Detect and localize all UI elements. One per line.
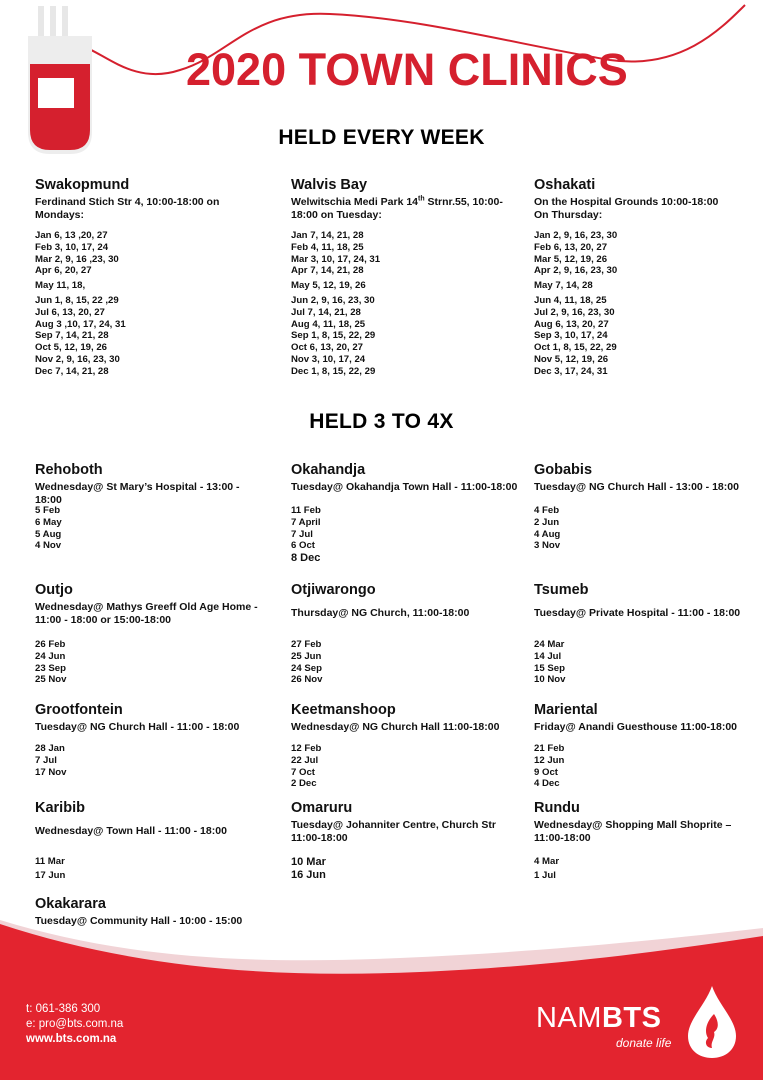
logo-tagline: donate life [616, 1036, 672, 1050]
nambts-logo [536, 992, 746, 1062]
clinic-dates [291, 743, 519, 790]
clinic-gobabis [534, 462, 762, 552]
clinic-date: Aug 3 ,10, 17, 24, 31 [35, 318, 126, 330]
clinic-date: 26 Feb [35, 639, 66, 650]
clinic-okahandja [291, 462, 519, 565]
clinic-date: Jan 6, 13 ,20, 27 [35, 230, 108, 241]
clinic-date: 14 Jul [534, 650, 562, 662]
clinic-date: 11 Feb [291, 505, 321, 516]
clinic-town: Keetmanshoop [291, 702, 396, 718]
clinic-dates [291, 856, 519, 882]
clinic-date: 2 Dec [291, 778, 317, 790]
clinic-date: Sep 3, 10, 17, 24 [534, 330, 608, 342]
clinic-detail: Wednesday@ Shopping Mall Shoprite – 11:00-18:00 [534, 819, 732, 844]
clinic-grootfontein [35, 702, 263, 778]
clinic-date: 25 Jun [291, 650, 322, 662]
clinic-dates [534, 505, 762, 552]
clinic-town: Gobabis [534, 462, 593, 478]
clinic-date: Nov 3, 10, 17, 24 [291, 353, 366, 365]
clinic-date: Mar 3, 10, 17, 24, 31 [291, 253, 381, 265]
clinic-karibib [35, 800, 263, 881]
clinic-rehoboth [35, 462, 263, 552]
logo-wordmark: NAMBTS [536, 1002, 662, 1034]
clinic-date: 2 Jun [534, 516, 560, 528]
clinic-oshakati [534, 177, 724, 377]
clinic-date: 28 Jan [35, 743, 65, 754]
clinic-town: Grootfontein [35, 702, 123, 718]
clinic-town: Swakopmund [35, 177, 130, 193]
clinic-detail: Ferdinand Stich Str 4, 10:00-18:00 on Mondays: [35, 196, 220, 221]
clinic-date: Oct 6, 13, 20, 27 [291, 342, 363, 354]
clinic-date: Jun 4, 11, 18, 25 [534, 294, 607, 306]
clinic-dates [534, 230, 762, 378]
clinic-date: Dec 7, 14, 21, 28 [35, 365, 109, 377]
clinic-date: 12 Feb [291, 743, 322, 754]
contact-email[interactable]: e: pro@bts.com.na [26, 1018, 124, 1030]
clinic-town: Tsumeb [534, 582, 589, 598]
clinic-dates [35, 505, 263, 552]
clinic-date: 11 Mar [35, 856, 65, 867]
clinic-detail: Tuesday@ Johanniter Centre, Church Str 11:00-18:00 [291, 819, 496, 844]
clinic-mariental [534, 702, 762, 790]
clinic-date: Apr 7, 14, 21, 28 [291, 265, 364, 277]
clinic-date: 17 Nov [35, 766, 67, 778]
clinic-dates [291, 230, 519, 378]
clinic-date: 4 Aug [534, 528, 561, 540]
clinic-town: Outjo [35, 582, 73, 598]
clinic-outjo [35, 582, 275, 686]
clinic-town: Mariental [534, 702, 598, 718]
clinic-date: Sep 7, 14, 21, 28 [35, 330, 109, 342]
clinic-dates [291, 639, 519, 686]
clinic-date: 21 Feb [534, 743, 565, 754]
clinic-date: 6 Oct [291, 540, 315, 552]
clinic-date: 15 Sep [534, 662, 565, 674]
clinic-detail: Tuesday@ NG Church Hall - 13:00 - 18:00 [534, 481, 739, 493]
blood-drop-icon [684, 984, 740, 1060]
clinic-date: 24 Mar [534, 639, 565, 650]
clinic-date: Jul 6, 13, 20, 27 [35, 306, 105, 318]
clinic-detail: Wednesday@ Town Hall - 11:00 - 18:00 [35, 825, 227, 837]
clinic-date: Mar 5, 12, 19, 26 [534, 253, 608, 265]
clinic-date: 10 Nov [534, 674, 566, 686]
clinic-date: Nov 5, 12, 19, 26 [534, 353, 609, 365]
clinic-detail: Friday@ Anandi Guesthouse 11:00-18:00 [534, 721, 737, 733]
clinic-date: Apr 2, 9, 16, 23, 30 [534, 265, 618, 277]
clinic-town: Oshakati [534, 177, 596, 193]
clinic-date: Aug 4, 11, 18, 25 [291, 318, 366, 330]
clinic-date: Dec 3, 17, 24, 31 [534, 365, 608, 377]
clinic-town: Okakarara [35, 896, 106, 912]
clinic-date: Apr 6, 20, 27 [35, 265, 92, 277]
clinic-date: 4 Nov [35, 540, 62, 552]
clinic-dates [534, 856, 762, 882]
clinic-date: 4 Feb [534, 505, 560, 516]
clinic-town: Rundu [534, 800, 580, 816]
clinic-date: 16 Jun [291, 869, 326, 881]
clinic-omaruru [291, 800, 519, 881]
clinic-date: 3 Nov [534, 540, 561, 552]
clinic-date: 7 April [291, 516, 321, 528]
clinic-detail: Thursday@ NG Church, 11:00-18:00 [291, 607, 470, 619]
clinic-detail: Wednesday@ St Mary’s Hospital - 13:00 - 18:00 [35, 481, 240, 506]
clinic-tsumeb [534, 582, 762, 686]
clinic-detail: Welwitschia Medi Park 14th Strnr.55, 10:00-18:00 on Tuesday: [291, 195, 503, 221]
clinic-date: Jun 1, 8, 15, 22 ,29 [35, 294, 119, 306]
clinic-detail: Tuesday@ NG Church Hall - 11:00 - 18:00 [35, 721, 240, 733]
clinic-date: 10 Mar [291, 856, 326, 868]
clinic-date: 22 Jul [291, 754, 319, 766]
clinic-town: Otjiwarongo [291, 582, 376, 598]
clinic-date: Jan 7, 14, 21, 28 [291, 230, 364, 241]
contact-website[interactable]: www.bts.com.na [26, 1033, 117, 1045]
clinic-keetmanshoop [291, 702, 519, 790]
clinic-date: Sep 1, 8, 15, 22, 29 [291, 330, 376, 342]
clinic-date: May 5, 12, 19, 26 [291, 280, 366, 292]
clinic-dates [534, 743, 762, 790]
clinic-date: Jun 2, 9, 16, 23, 30 [291, 294, 375, 306]
clinic-detail: Wednesday@ Mathys Greeff Old Age Home - 11:00 - 18:00 or 15:00-18:00 [35, 601, 258, 626]
clinic-dates [35, 639, 263, 686]
clinic-rundu [534, 800, 734, 881]
clinic-town: Okahandja [291, 462, 366, 478]
clinic-date: Jul 7, 14, 21, 28 [291, 306, 361, 318]
clinic-date: 4 Dec [534, 778, 560, 790]
clinic-date: Jul 2, 9, 16, 23, 30 [534, 306, 615, 318]
clinic-detail: Tuesday@ Okahandja Town Hall - 11:00-18:00 [291, 481, 518, 493]
clinic-date: Dec 1, 8, 15, 22, 29 [291, 365, 376, 377]
clinic-date: 26 Nov [291, 674, 323, 686]
section-heading-periodic: HELD 3 TO 4X [309, 410, 454, 433]
clinic-date: Oct 5, 12, 19, 26 [35, 342, 107, 354]
clinic-date: Nov 2, 9, 16, 23, 30 [35, 353, 120, 365]
clinic-town: Omaruru [291, 800, 353, 816]
clinic-detail: Tuesday@ Community Hall - 10:00 - 15:00 [35, 915, 243, 927]
clinic-date: Aug 6, 13, 20, 27 [534, 318, 609, 330]
clinic-date: 17 Jun [35, 869, 66, 881]
clinic-detail: On the Hospital Grounds 10:00-18:00 On Thursday: [534, 196, 719, 221]
clinic-date: Feb 3, 10, 17, 24 [35, 241, 109, 253]
clinic-otjiwarongo [291, 582, 519, 686]
clinic-dates [35, 230, 263, 378]
clinic-date: 9 Oct [534, 766, 558, 778]
clinic-town: Walvis Bay [291, 177, 368, 193]
clinic-dates [35, 743, 263, 778]
clinic-dates [35, 856, 263, 882]
clinic-date: 8 Dec [291, 552, 321, 565]
clinic-date: Oct 1, 8, 15, 22, 29 [534, 342, 617, 354]
clinic-date: 4 Mar [534, 856, 560, 867]
clinic-date: May 7, 14, 28 [534, 280, 593, 292]
clinic-town: Karibib [35, 800, 85, 816]
clinic-date: May 11, 18, [35, 280, 86, 292]
clinic-date: 12 Jun [534, 754, 565, 766]
clinic-date: 24 Sep [291, 662, 322, 674]
clinic-date: 23 Sep [35, 662, 66, 674]
clinic-dates [534, 639, 762, 686]
clinic-date: 25 Nov [35, 674, 67, 686]
clinic-date: Feb 4, 11, 18, 25 [291, 241, 364, 253]
clinic-date: 6 May [35, 516, 62, 528]
clinic-detail: Tuesday@ Private Hospital - 11:00 - 18:00 [534, 607, 741, 619]
clinic-walvis-bay [291, 177, 506, 377]
clinic-date: Jan 2, 9, 16, 23, 30 [534, 230, 618, 241]
clinic-date: Mar 2, 9, 16 ,23, 30 [35, 253, 119, 265]
contact-info [26, 1002, 123, 1047]
clinic-date: Feb 6, 13, 20, 27 [534, 241, 608, 253]
contact-phone: t: 061-386 300 [26, 1003, 101, 1015]
clinic-date: 27 Feb [291, 639, 322, 650]
clinic-date: 7 Jul [291, 528, 313, 540]
clinic-date: 5 Feb [35, 505, 61, 516]
clinic-date: 5 Aug [35, 528, 62, 540]
clinic-dates [291, 505, 519, 565]
clinic-date: 24 Jun [35, 650, 66, 662]
clinic-date: 1 Jul [534, 869, 556, 881]
page-title: 2020 TOWN CLINICS [186, 44, 628, 95]
clinic-swakopmund [35, 177, 263, 377]
section-heading-weekly: HELD EVERY WEEK [278, 126, 485, 149]
clinic-detail: Wednesday@ NG Church Hall 11:00-18:00 [291, 721, 500, 733]
clinic-town: Rehoboth [35, 462, 103, 478]
clinic-date: 7 Jul [35, 754, 57, 766]
clinic-date: 7 Oct [291, 766, 315, 778]
